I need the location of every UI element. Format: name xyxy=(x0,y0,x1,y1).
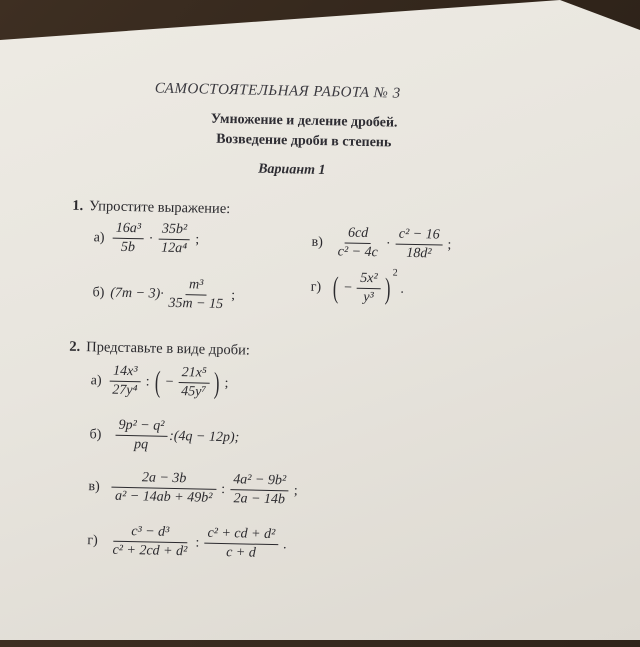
task-1-text: Упростите выражение: xyxy=(89,198,231,218)
item-label: а) xyxy=(93,229,105,245)
numerator: 9p² − q² xyxy=(115,418,167,437)
denominator: c² − 4c xyxy=(337,244,378,261)
item-label: а) xyxy=(90,372,102,388)
variant-label: Вариант 1 xyxy=(257,161,326,179)
numerator: 5x² xyxy=(357,271,381,289)
numerator: 35b² xyxy=(159,222,191,241)
task-2v-expression: в) $\frac{2a - 3b}{\text{a² − 14ab + 49b²}}$ : $\frac{\text{4a² − 9b²}}{2a - 14b}$ ; xyxy=(88,470,298,508)
denominator: c² + 2cd + d² xyxy=(112,542,188,560)
task-2-heading xyxy=(69,339,250,360)
subtitle-line-1: Умножение и деление дробей. xyxy=(210,111,398,131)
fraction xyxy=(112,221,144,257)
fraction xyxy=(230,472,290,508)
numerator: 2a − 3b xyxy=(112,470,217,490)
item-label: в) xyxy=(88,478,100,494)
fraction xyxy=(109,524,190,561)
fraction xyxy=(109,364,141,400)
item-label: в) xyxy=(311,234,324,250)
denominator: 12a⁴ xyxy=(161,240,188,257)
numerator: c² − 16 xyxy=(396,227,443,246)
denominator: 5b xyxy=(120,239,136,256)
fraction xyxy=(115,418,168,454)
denominator: 35m − 15 xyxy=(168,295,224,312)
fraction xyxy=(165,277,226,313)
subtitle-line-2: Возведение дроби в степень xyxy=(215,131,392,151)
denominator: pq xyxy=(133,437,149,453)
task-2-text: Представьте в виде дроби: xyxy=(86,339,250,359)
denominator: 2a − 14b xyxy=(233,491,286,508)
numerator: 6cd xyxy=(345,226,372,245)
numerator: 4a² − 9b² xyxy=(230,472,289,491)
numerator: c³ − d³ xyxy=(113,524,187,544)
item-label: б) xyxy=(92,284,105,300)
fraction xyxy=(395,227,443,263)
denominator: 27y⁴ xyxy=(112,382,138,399)
fraction xyxy=(158,222,191,258)
fraction xyxy=(357,271,381,306)
task-1-heading xyxy=(72,198,230,218)
task-1b-expression: б) (7m − 3)· $\frac{\text{m³}}{35m - 15}$ ; xyxy=(92,277,236,312)
denominator: 18d² xyxy=(406,245,432,262)
item-label: г) xyxy=(310,279,322,295)
item-label: б) xyxy=(89,426,102,442)
numerator: m³ xyxy=(186,277,207,295)
denominator: y³ xyxy=(363,289,374,306)
fraction xyxy=(335,225,382,261)
denominator: 45y⁷ xyxy=(181,384,207,400)
numerator: 16a³ xyxy=(113,221,145,240)
fraction xyxy=(178,365,210,401)
task-2-number: 2. xyxy=(69,338,81,355)
task-1g-expression: г) ( − $\frac{\text{5x²}}{\text{y³}}$ ) 2 . xyxy=(310,267,405,306)
task-1v-expression: в) $\frac{6cd}{\text{c² − 4c}}$ · $\frac{\text{c² − 16}}{\text{18d²}}$ ; xyxy=(311,225,452,262)
factor: (7m − 3)· xyxy=(110,285,164,302)
task-1a-expression: а) $\frac{\text{16a³}}{5b}$ · $\frac{\text{35b²}}{\text{12a⁴}}$ ; xyxy=(93,220,200,257)
denominator: a² − 14ab + 49b² xyxy=(114,488,213,506)
numerator: 21x⁵ xyxy=(178,365,209,384)
divisor: :(4q − 12p); xyxy=(169,428,240,445)
item-label: г) xyxy=(87,532,98,548)
numerator: c² + cd + d² xyxy=(204,526,278,546)
task-2a-expression: а) $\frac{\text{14x³}}{\text{27y⁴}}$ : ( − $\frac{\text{21x⁵}}{\text{45y⁷}}$ ) ; xyxy=(90,363,229,400)
section-subtitle xyxy=(144,108,465,155)
task-2b-expression xyxy=(89,417,239,455)
task-2g-expression: г) $\frac{\text{c³ − d³}}{\text{c² + 2cd + d²}}$ : $\frac{\text{c² + cd + d²}}{c + d}$ . xyxy=(87,524,287,561)
page-title: САМОСТОЯТЕЛЬНАЯ РАБОТА № 3 xyxy=(154,80,401,102)
fraction xyxy=(204,526,278,563)
numerator: 14x³ xyxy=(110,364,141,383)
exponent: 2 xyxy=(392,267,398,279)
denominator: c + d xyxy=(225,545,256,561)
task-1-number: 1. xyxy=(72,197,84,215)
fraction xyxy=(111,470,216,507)
